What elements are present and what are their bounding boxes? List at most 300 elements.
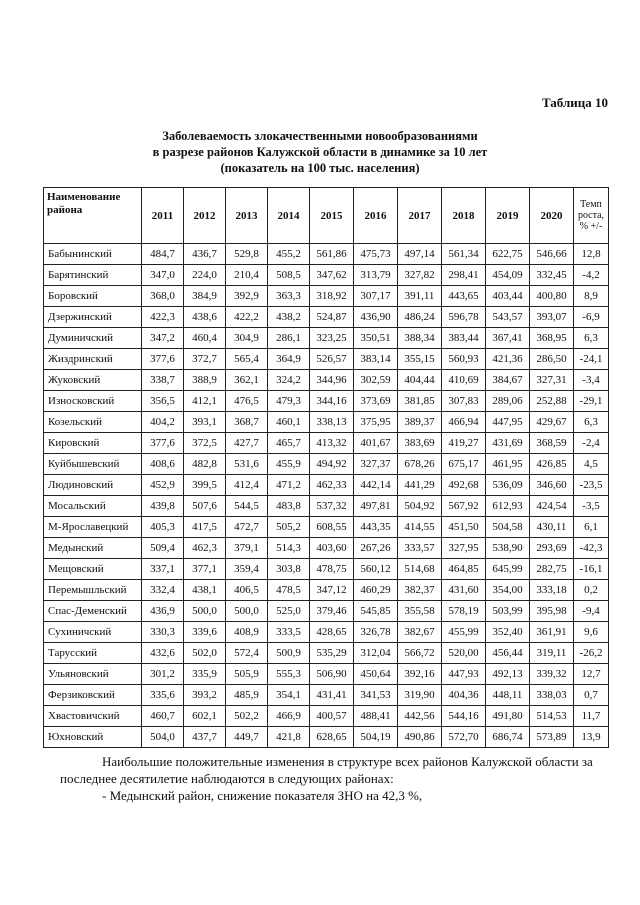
value-cell: 497,81 [354,496,398,517]
value-cell: 449,7 [226,727,268,748]
value-cell: 364,9 [268,349,310,370]
value-cell: 393,1 [184,412,226,433]
value-cell: 561,34 [442,244,486,265]
value-cell: 438,6 [184,307,226,328]
value-cell: 400,80 [530,286,574,307]
value-cell: 382,37 [398,580,442,601]
value-cell: 545,85 [354,601,398,622]
value-cell: 410,69 [442,370,486,391]
value-cell: 479,3 [268,391,310,412]
table-row [44,538,609,559]
growth-rate-cell: -3,5 [574,496,609,517]
value-cell: 504,19 [354,727,398,748]
growth-rate-cell: 6,3 [574,328,609,349]
value-cell: 355,15 [398,349,442,370]
value-cell: 401,67 [354,433,398,454]
value-cell: 210,4 [226,265,268,286]
value-cell: 451,50 [442,517,486,538]
value-cell: 504,58 [486,517,530,538]
value-cell: 422,2 [226,307,268,328]
value-cell: 560,93 [442,349,486,370]
value-cell: 392,9 [226,286,268,307]
value-cell: 452,9 [142,475,184,496]
value-cell: 408,6 [142,454,184,475]
table-row [44,349,609,370]
value-cell: 375,95 [354,412,398,433]
value-cell: 252,88 [530,391,574,412]
value-cell: 337,1 [142,559,184,580]
value-cell: 333,57 [398,538,442,559]
value-cell: 675,17 [442,454,486,475]
value-cell: 352,40 [486,622,530,643]
value-cell: 628,65 [310,727,354,748]
value-cell: 335,9 [184,664,226,685]
region-name-cell: Барятинский [44,265,142,286]
value-cell: 399,5 [184,475,226,496]
value-cell: 431,69 [486,433,530,454]
value-cell: 319,11 [530,643,574,664]
value-cell: 543,57 [486,307,530,328]
value-cell: 503,99 [486,601,530,622]
value-cell: 327,31 [530,370,574,391]
header-year: 2016 [354,188,398,244]
value-cell: 565,4 [226,349,268,370]
value-cell: 442,56 [398,706,442,727]
growth-rate-cell: -9,4 [574,601,609,622]
table-row [44,475,609,496]
value-cell: 500,0 [184,601,226,622]
header-year: 2020 [530,188,574,244]
value-cell: 502,0 [184,643,226,664]
value-cell: 404,36 [442,685,486,706]
paragraph-text: Наибольшие положительные изменения в структуре всех районов Калужской области за последнее десятилетие наблюдаются в следующих районах: [60,754,593,786]
value-cell: 465,7 [268,433,310,454]
value-cell: 424,54 [530,496,574,517]
value-cell: 326,78 [354,622,398,643]
value-cell: 544,16 [442,706,486,727]
value-cell: 338,03 [530,685,574,706]
table-row [44,412,609,433]
growth-rate-cell: 12,8 [574,244,609,265]
region-name-cell: Мещовский [44,559,142,580]
value-cell: 443,65 [442,286,486,307]
growth-rate-cell: -26,2 [574,643,609,664]
table-label: Таблица 10 [541,95,608,110]
value-cell: 412,4 [226,475,268,496]
value-cell: 538,90 [486,538,530,559]
value-cell: 332,45 [530,265,574,286]
table-row [44,664,609,685]
growth-rate-cell: 6,1 [574,517,609,538]
value-cell: 384,9 [184,286,226,307]
value-cell: 572,70 [442,727,486,748]
value-cell: 362,1 [226,370,268,391]
value-cell: 456,44 [486,643,530,664]
table-row [44,706,609,727]
region-name-cell: Бабынинский [44,244,142,265]
value-cell: 382,67 [398,622,442,643]
region-name-cell: Людиновский [44,475,142,496]
value-cell: 566,72 [398,643,442,664]
value-cell: 412,1 [184,391,226,412]
value-cell: 602,1 [184,706,226,727]
value-cell: 526,57 [310,349,354,370]
region-name-cell: Износковский [44,391,142,412]
value-cell: 612,93 [486,496,530,517]
value-cell: 346,60 [530,475,574,496]
value-cell: 304,9 [226,328,268,349]
value-cell: 471,2 [268,475,310,496]
value-cell: 508,5 [268,265,310,286]
header-year: 2018 [442,188,486,244]
value-cell: 460,7 [142,706,184,727]
value-cell: 686,74 [486,727,530,748]
value-cell: 344,16 [310,391,354,412]
value-cell: 561,86 [310,244,354,265]
value-cell: 414,55 [398,517,442,538]
value-cell: 319,90 [398,685,442,706]
value-cell: 462,33 [310,475,354,496]
value-cell: 286,1 [268,328,310,349]
growth-rate-cell: -16,1 [574,559,609,580]
value-cell: 389,37 [398,412,442,433]
value-cell: 289,06 [486,391,530,412]
table-row [44,517,609,538]
value-cell: 572,4 [226,643,268,664]
value-cell: 403,60 [310,538,354,559]
value-cell: 492,13 [486,664,530,685]
value-cell: 338,13 [310,412,354,433]
value-cell: 520,00 [442,643,486,664]
value-cell: 324,2 [268,370,310,391]
value-cell: 323,25 [310,328,354,349]
value-cell: 678,26 [398,454,442,475]
value-cell: 286,50 [530,349,574,370]
table-row [44,307,609,328]
summary-paragraph [60,753,610,804]
region-name-cell: Тарусский [44,643,142,664]
value-cell: 383,44 [442,328,486,349]
value-cell: 450,64 [354,664,398,685]
value-cell: 525,0 [268,601,310,622]
value-cell: 460,4 [184,328,226,349]
value-cell: 333,5 [268,622,310,643]
value-cell: 504,92 [398,496,442,517]
value-cell: 455,2 [268,244,310,265]
value-cell: 419,27 [442,433,486,454]
value-cell: 514,68 [398,559,442,580]
region-name-cell: Козельский [44,412,142,433]
value-cell: 367,41 [486,328,530,349]
value-cell: 339,32 [530,664,574,685]
value-cell: 302,59 [354,370,398,391]
value-cell: 494,92 [310,454,354,475]
table-body [44,244,609,748]
value-cell: 354,1 [268,685,310,706]
value-cell: 356,5 [142,391,184,412]
header-year: 2015 [310,188,354,244]
value-cell: 524,87 [310,307,354,328]
value-cell: 327,82 [398,265,442,286]
value-cell: 377,6 [142,433,184,454]
value-cell: 476,5 [226,391,268,412]
region-name-cell: Жиздринский [44,349,142,370]
value-cell: 596,78 [442,307,486,328]
header-year: 2019 [486,188,530,244]
region-name-cell: Юхновский [44,727,142,748]
value-cell: 339,6 [184,622,226,643]
table-row [44,643,609,664]
value-cell: 567,92 [442,496,486,517]
value-cell: 429,67 [530,412,574,433]
value-cell: 368,59 [530,433,574,454]
value-cell: 404,44 [398,370,442,391]
value-cell: 546,66 [530,244,574,265]
value-cell: 573,89 [530,727,574,748]
value-cell: 377,6 [142,349,184,370]
value-cell: 341,53 [354,685,398,706]
value-cell: 535,29 [310,643,354,664]
value-cell: 422,3 [142,307,184,328]
value-cell: 431,41 [310,685,354,706]
value-cell: 313,79 [354,265,398,286]
value-cell: 318,92 [310,286,354,307]
value-cell: 293,69 [530,538,574,559]
value-cell: 447,93 [442,664,486,685]
value-cell: 431,60 [442,580,486,601]
value-cell: 368,0 [142,286,184,307]
value-cell: 338,7 [142,370,184,391]
value-cell: 475,73 [354,244,398,265]
value-cell: 505,9 [226,664,268,685]
value-cell: 301,2 [142,664,184,685]
value-cell: 347,12 [310,580,354,601]
growth-rate-cell: 11,7 [574,706,609,727]
value-cell: 383,14 [354,349,398,370]
value-cell: 482,8 [184,454,226,475]
value-cell: 344,96 [310,370,354,391]
value-cell: 350,51 [354,328,398,349]
table-row [44,727,609,748]
region-name-cell: Мосальский [44,496,142,517]
value-cell: 421,8 [268,727,310,748]
value-cell: 379,46 [310,601,354,622]
growth-rate-cell: -23,5 [574,475,609,496]
region-name-cell: Жуковский [44,370,142,391]
value-cell: 408,9 [226,622,268,643]
value-cell: 506,90 [310,664,354,685]
value-cell: 383,69 [398,433,442,454]
value-cell: 622,75 [486,244,530,265]
value-cell: 438,1 [184,580,226,601]
value-cell: 430,11 [530,517,574,538]
value-cell: 438,2 [268,307,310,328]
growth-rate-cell: -3,4 [574,370,609,391]
region-name-cell: Ферзиковский [44,685,142,706]
value-cell: 514,3 [268,538,310,559]
value-cell: 361,91 [530,622,574,643]
value-cell: 333,18 [530,580,574,601]
value-cell: 355,58 [398,601,442,622]
header-region: Наименование района [44,188,142,244]
value-cell: 460,29 [354,580,398,601]
table-header-row [44,188,609,244]
value-cell: 354,00 [486,580,530,601]
value-cell: 384,67 [486,370,530,391]
growth-rate-cell: -4,2 [574,265,609,286]
region-name-cell: М-Ярославецкий [44,517,142,538]
value-cell: 455,99 [442,622,486,643]
value-cell: 454,09 [486,265,530,286]
value-cell: 485,9 [226,685,268,706]
value-cell: 395,98 [530,601,574,622]
value-cell: 347,2 [142,328,184,349]
value-cell: 363,3 [268,286,310,307]
value-cell: 537,32 [310,496,354,517]
value-cell: 368,95 [530,328,574,349]
value-cell: 509,4 [142,538,184,559]
value-cell: 560,12 [354,559,398,580]
value-cell: 421,36 [486,349,530,370]
region-name-cell: Ульяновский [44,664,142,685]
value-cell: 379,1 [226,538,268,559]
header-year: 2017 [398,188,442,244]
table-row [44,433,609,454]
value-cell: 536,09 [486,475,530,496]
header-year: 2013 [226,188,268,244]
value-cell: 490,86 [398,727,442,748]
value-cell: 224,0 [184,265,226,286]
value-cell: 478,5 [268,580,310,601]
value-cell: 428,65 [310,622,354,643]
value-cell: 372,5 [184,433,226,454]
growth-rate-cell: 0,7 [574,685,609,706]
value-cell: 492,68 [442,475,486,496]
value-cell: 486,24 [398,307,442,328]
value-cell: 500,9 [268,643,310,664]
table-row [44,370,609,391]
growth-rate-cell: 12,7 [574,664,609,685]
table-row [44,286,609,307]
header-year: 2011 [142,188,184,244]
value-cell: 267,26 [354,538,398,559]
region-name-cell: Спас-Деменский [44,601,142,622]
title-line: Заболеваемость злокачественными новообразованиями [162,129,478,143]
value-cell: 478,75 [310,559,354,580]
value-cell: 330,3 [142,622,184,643]
table-row [44,454,609,475]
growth-rate-cell: 9,6 [574,622,609,643]
value-cell: 472,7 [226,517,268,538]
value-cell: 400,57 [310,706,354,727]
title-line: (показатель на 100 тыс. населения) [220,161,420,175]
value-cell: 373,69 [354,391,398,412]
value-cell: 307,17 [354,286,398,307]
value-cell: 464,85 [442,559,486,580]
table-row [44,391,609,412]
value-cell: 388,34 [398,328,442,349]
value-cell: 406,5 [226,580,268,601]
table-row [44,328,609,349]
value-cell: 404,2 [142,412,184,433]
value-cell: 307,83 [442,391,486,412]
value-cell: 303,8 [268,559,310,580]
incidence-table [43,187,609,748]
value-cell: 507,6 [184,496,226,517]
value-cell: 312,04 [354,643,398,664]
value-cell: 427,7 [226,433,268,454]
table-row [44,685,609,706]
table-row [44,244,609,265]
value-cell: 442,14 [354,475,398,496]
table-title [0,128,640,176]
value-cell: 504,0 [142,727,184,748]
value-cell: 393,07 [530,307,574,328]
value-cell: 578,19 [442,601,486,622]
value-cell: 298,41 [442,265,486,286]
value-cell: 432,6 [142,643,184,664]
growth-rate-cell: -2,4 [574,433,609,454]
table-row [44,580,609,601]
value-cell: 417,5 [184,517,226,538]
value-cell: 403,44 [486,286,530,307]
header-year: 2012 [184,188,226,244]
value-cell: 544,5 [226,496,268,517]
value-cell: 426,85 [530,454,574,475]
value-cell: 500,0 [226,601,268,622]
value-cell: 436,9 [142,601,184,622]
value-cell: 491,80 [486,706,530,727]
value-cell: 388,9 [184,370,226,391]
value-cell: 441,29 [398,475,442,496]
value-cell: 443,35 [354,517,398,538]
value-cell: 405,3 [142,517,184,538]
table-row [44,496,609,517]
value-cell: 466,94 [442,412,486,433]
value-cell: 608,55 [310,517,354,538]
value-cell: 436,90 [354,307,398,328]
value-cell: 437,7 [184,727,226,748]
region-name-cell: Дзержинский [44,307,142,328]
table-row [44,265,609,286]
region-name-cell: Перемышльский [44,580,142,601]
value-cell: 392,16 [398,664,442,685]
region-name-cell: Хвастовичский [44,706,142,727]
value-cell: 393,2 [184,685,226,706]
value-cell: 372,7 [184,349,226,370]
paragraph-bullet: - Медынский район, снижение показателя ЗНО на 42,3 %, [102,788,423,803]
value-cell: 555,3 [268,664,310,685]
header-year: 2014 [268,188,310,244]
header-growth-rate: Темп роста, % +/- [574,188,609,244]
value-cell: 448,11 [486,685,530,706]
value-cell: 282,75 [530,559,574,580]
value-cell: 466,9 [268,706,310,727]
value-cell: 645,99 [486,559,530,580]
value-cell: 531,6 [226,454,268,475]
growth-rate-cell: 0,2 [574,580,609,601]
value-cell: 505,2 [268,517,310,538]
growth-rate-cell: 8,9 [574,286,609,307]
value-cell: 381,85 [398,391,442,412]
value-cell: 347,0 [142,265,184,286]
value-cell: 483,8 [268,496,310,517]
value-cell: 332,4 [142,580,184,601]
value-cell: 462,3 [184,538,226,559]
value-cell: 439,8 [142,496,184,517]
value-cell: 529,8 [226,244,268,265]
value-cell: 461,95 [486,454,530,475]
